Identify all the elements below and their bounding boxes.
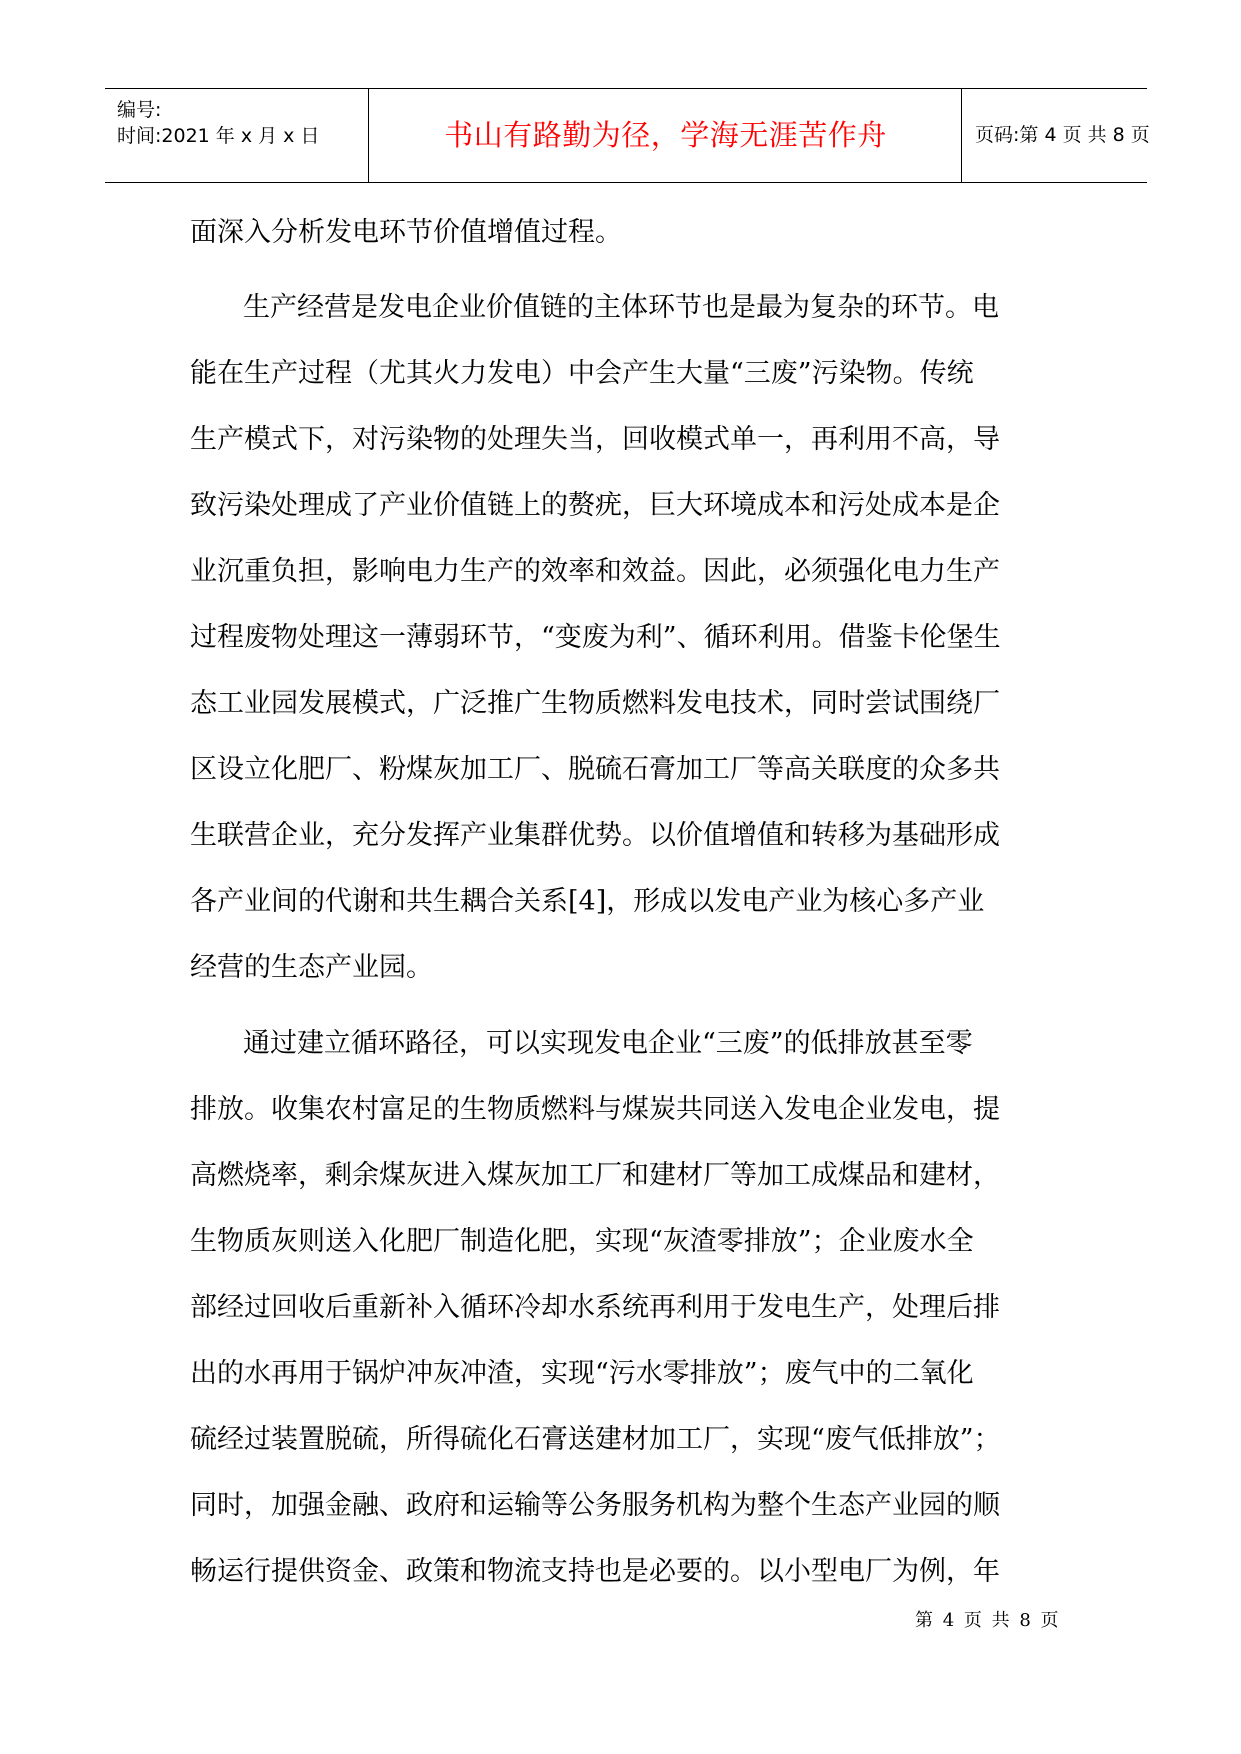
- body-line: 高燃烧率，剩余煤灰进入煤灰加工厂和建材厂等加工成煤品和建材，: [190, 1160, 1000, 1191]
- body-line: 能在生产过程（尤其火力发电）中会产生大量“三废”污染物。传统: [190, 358, 974, 389]
- header-meta: [105, 89, 369, 182]
- body-line: 面深入分析发电环节价值增值过程。: [190, 217, 622, 248]
- body-line: 态工业园发展模式，广泛推广生物质燃料发电技术，同时尝试围绕厂: [190, 688, 1000, 719]
- body-line: 出的水再用于锅炉冲灰冲渣，实现“污水零排放”；废气中的二氧化: [190, 1358, 974, 1389]
- body-line: 生物质灰则送入化肥厂制造化肥，实现“灰渣零排放”；企业废水全: [190, 1226, 974, 1257]
- body-line: 生产经营是发电企业价值链的主体环节也是最为复杂的环节。电: [243, 292, 999, 323]
- motto: 书山有路勤为径，学海无涯苦作舟: [444, 118, 887, 152]
- page-code: 页码:第 4 页 共 8 页: [975, 124, 1150, 146]
- body-line: 排放。收集农村富足的生物质燃料与煤炭共同送入发电企业发电，提: [190, 1094, 1000, 1125]
- header-page-cell: [963, 89, 1150, 182]
- body-line: 致污染处理成了产业价值链上的赘疣，巨大环境成本和污处成本是企: [190, 490, 1000, 521]
- header-motto-cell: [370, 89, 962, 182]
- body-line: 区设立化肥厂、粉煤灰加工厂、脱硫石膏加工厂等高关联度的众多共: [190, 754, 1000, 785]
- body-line: 经营的生态产业园。: [190, 952, 433, 983]
- body-line: 生联营企业，充分发挥产业集群优势。以价值增值和转移为基础形成: [190, 820, 1000, 851]
- body-line: 过程废物处理这一薄弱环节，“变废为利”、循环利用。借鉴卡伦堡生: [190, 622, 1001, 653]
- body-line: 生产模式下，对污染物的处理失当，回收模式单一，再利用不高，导: [190, 424, 1000, 455]
- body-line: 同时，加强金融、政府和运输等公务服务机构为整个生态产业园的顺: [190, 1490, 1000, 1521]
- page-footer: 第 4 页 共 8 页: [915, 1610, 1061, 1631]
- body-line: 业沉重负担，影响电力生产的效率和效益。因此，必须强化电力生产: [190, 556, 1000, 587]
- body-line: 通过建立循环路径，可以实现发电企业“三废”的低排放甚至零: [243, 1028, 973, 1059]
- body-line: 各产业间的代谢和共生耦合关系[4]，形成以发电产业为核心多产业: [190, 886, 985, 917]
- number-label: 编号:: [117, 99, 162, 121]
- body-line: 硫经过装置脱硫，所得硫化石膏送建材加工厂，实现“废气低排放”；: [190, 1424, 1001, 1455]
- time-label: 时间:2021 年 x 月 x 日: [117, 125, 320, 147]
- body-line: 部经过回收后重新补入循环冷却水系统再利用于发电生产，处理后排: [190, 1292, 1000, 1323]
- body-line: 畅运行提供资金、政策和物流支持也是必要的。以小型电厂为例，年: [190, 1556, 1000, 1587]
- page-header: [105, 88, 1150, 183]
